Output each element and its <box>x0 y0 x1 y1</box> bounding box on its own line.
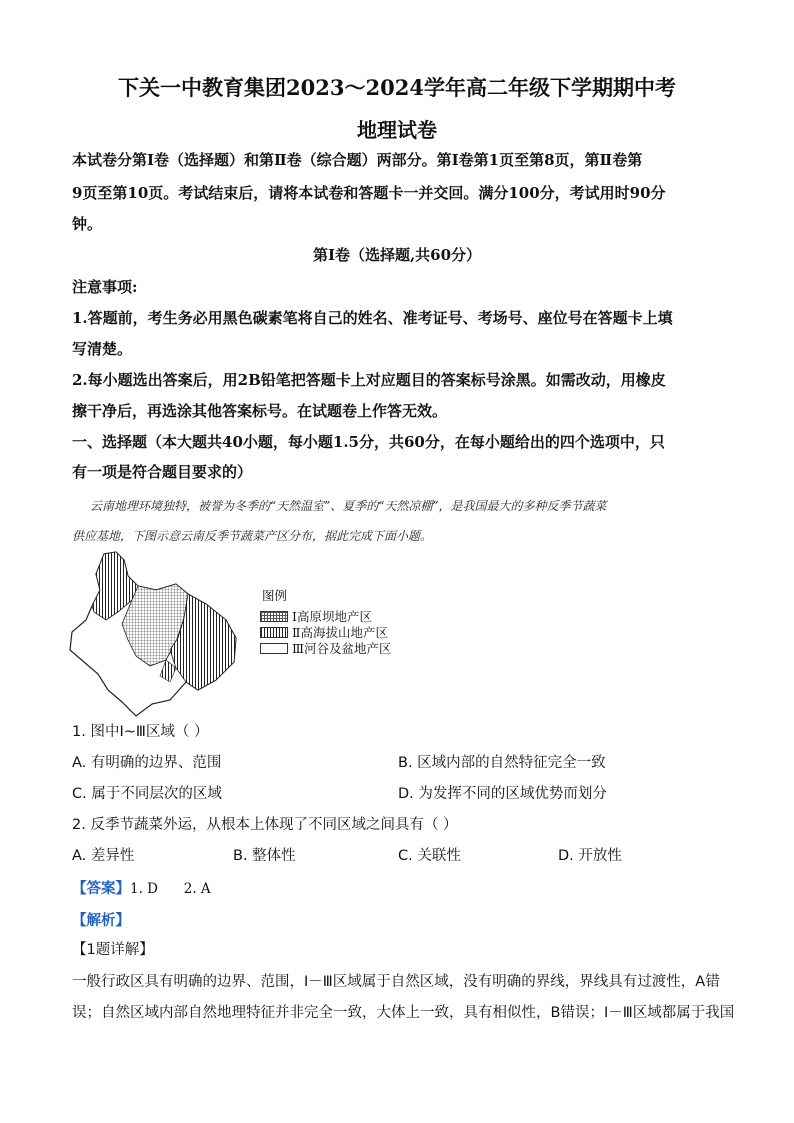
exam-subtitle: 地理试卷 <box>357 118 437 142</box>
passage-line: 云南地理环境独特，被誉为冬季的“天然温室”、夏季的“天然凉棚”，是我国最大的多种反季节蔬菜 <box>90 499 607 513</box>
analysis-line: 一般行政区具有明确的边界、范围，Ⅰ－Ⅲ区域属于自然区域，没有明确的界线，界线具有过渡性，A错 <box>72 974 720 990</box>
exam-title: 下关一中教育集团2023～2024学年高二年级下学期期中考 <box>118 75 676 100</box>
analysis-tag: 【解析】 <box>72 912 130 929</box>
legend-item <box>260 608 392 624</box>
legend-item <box>260 624 392 640</box>
map-legend <box>260 608 392 656</box>
option-d: D. 为发挥不同的区域优势而划分 <box>398 786 607 802</box>
option-c: C. 属于不同层次的区域 <box>72 786 222 802</box>
option-a: A. 差异性 <box>72 848 135 864</box>
legend-label: Ⅰ高原坝地产区 <box>292 609 372 624</box>
question-stem: 1. 图中Ⅰ~Ⅲ区域（ ） <box>72 724 209 740</box>
option-b: B. 区域内部的自然特征完全一致 <box>398 755 606 771</box>
answer-tag: 【答案】 <box>72 880 130 897</box>
note-line: 1.答题前，考生务必用黑色碳素笔将自己的姓名、准考证号、考场号、座位号在答题卡上填 <box>72 309 673 327</box>
section-heading: 第Ⅰ卷（选择题,共60分） <box>312 246 482 264</box>
legend-item <box>260 640 392 656</box>
note-line: 2.每小题选出答案后，用2B铅笔把答题卡上对应题目的答案标号涂黑。如需改动，用橡皮 <box>72 371 666 389</box>
option-d: D. 开放性 <box>558 848 622 864</box>
legend-label: Ⅲ河谷及盆地产区 <box>292 641 392 656</box>
hatch-pattern-swatch <box>260 627 288 638</box>
detail-tag: 【1题详解】 <box>72 942 154 958</box>
blank-pattern-swatch <box>260 643 288 654</box>
legend-label: Ⅱ高海拔山地产区 <box>292 625 388 640</box>
legend-title: 图例 <box>262 588 288 603</box>
grid-pattern-swatch <box>260 611 288 622</box>
part-heading: 有一项是符合题目要求的） <box>72 463 253 481</box>
note-line: 擦干净后，再选涂其他答案标号。在试题卷上作答无效。 <box>72 402 448 420</box>
note-line: 写清楚。 <box>72 340 133 358</box>
notes-heading: 注意事项: <box>72 278 138 296</box>
passage-line: 供应基地，下图示意云南反季节蔬菜产区分布，据此完成下面小题。 <box>72 529 433 543</box>
intro-line: 钟。 <box>72 215 103 233</box>
part-heading: 一、选择题（本大题共40小题，每小题1.5分，共60分，在每小题给出的四个选项中，只 <box>72 433 665 451</box>
question-stem: 2. 反季节蔬菜外运，从根本上体现了不同区域之间具有（ ） <box>72 817 458 833</box>
yunnan-map <box>66 550 246 720</box>
intro-line: 本试卷分第Ⅰ卷（选择题）和第Ⅱ卷（综合题）两部分。第Ⅰ卷第1页至第8页，第Ⅱ卷第 <box>72 151 643 169</box>
answer-text: 1. D 2. A <box>130 881 211 897</box>
answer-line <box>72 877 211 899</box>
option-b: B. 整体性 <box>233 848 296 864</box>
option-c: C. 关联性 <box>398 848 461 864</box>
intro-line: 9页至第10页。考试结束后，请将本试卷和答题卡一并交回。满分100分，考试用时90分 <box>72 184 666 202</box>
option-a: A. 有明确的边界、范围 <box>72 755 222 771</box>
analysis-line: 误；自然区域内部自然地理特征并非完全一致，大体上一致，具有相似性，B错误；Ⅰ－Ⅲ区域都属于我国 <box>72 1005 735 1021</box>
